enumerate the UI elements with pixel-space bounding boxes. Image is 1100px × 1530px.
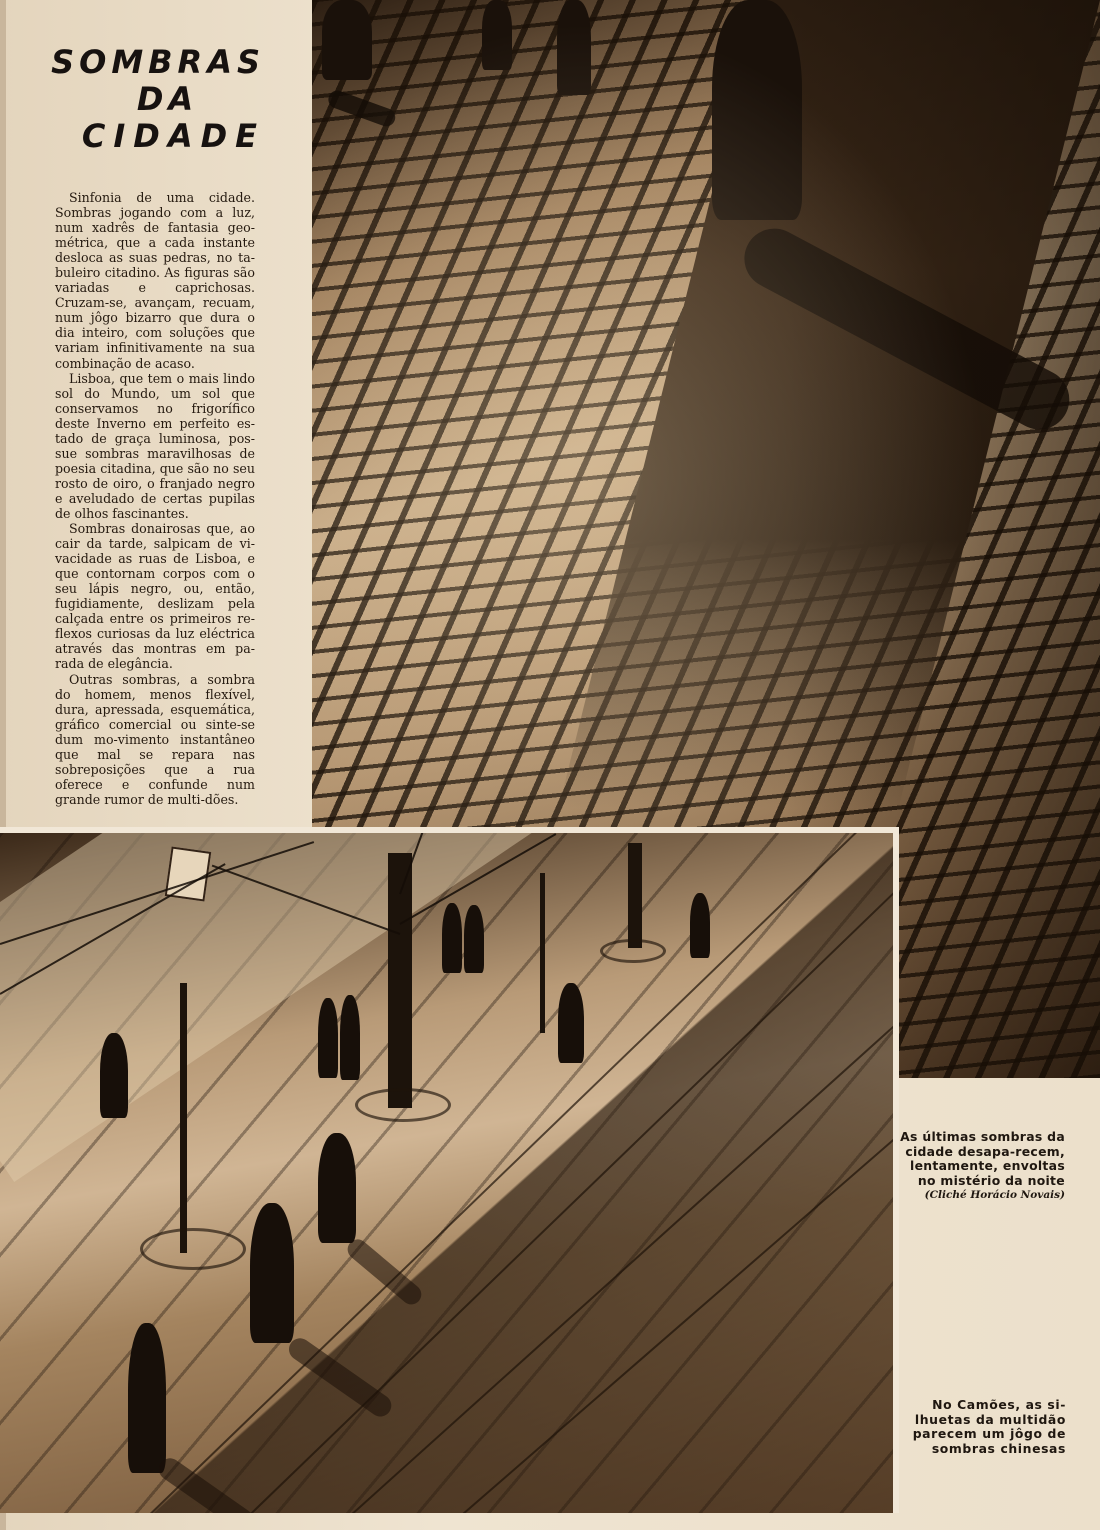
photo-pedestrian bbox=[250, 1203, 294, 1343]
article-body bbox=[55, 190, 255, 807]
paragraph: Lisboa, que tem o mais lindo sol do Mundo, um sol que conservamos no frigorífico deste Inverno em perfeito es-tado de graça luminosa, pos-sue sombras maravilhosas de poesia citadina, que são no seu rosto de oiro, o franjado negro e aveludado de certas pupilas de olhos fascinantes. bbox=[55, 370, 255, 521]
caption-text: As últimas sombras da cidade desapa-recem, lentamente, envoltas no mistério da noite bbox=[900, 1129, 1065, 1188]
photo-tree-ring bbox=[600, 939, 666, 963]
photo-pedestrian bbox=[442, 903, 462, 973]
article-title bbox=[40, 44, 265, 155]
photo-walker-silhouette bbox=[712, 0, 802, 220]
photo-walker-shadow bbox=[734, 218, 1080, 440]
photo-walker-shadow bbox=[326, 88, 398, 129]
photo-sidewalk bbox=[0, 827, 899, 1182]
photo-tram-rail bbox=[439, 844, 899, 1513]
paragraph: Sinfonia de uma cidade. Sombras jogando com a luz, num xadrês de fantasia geo-métrica, que a cada instante desloca as suas pedras, no ta-buleiro citadino. As figuras são variadas e caprichosas. Cruzam-se, avançam, recuam, num jôgo bizarro que dura o dia inteiro, com soluções que variam infinitivamente na sua combinação de acaso. bbox=[55, 190, 255, 371]
photo-pedestrian bbox=[318, 1133, 356, 1243]
photo-pedestrian bbox=[690, 893, 710, 958]
photo-pedestrian bbox=[464, 905, 484, 973]
photo-pedestrian bbox=[100, 1033, 128, 1118]
caption-top-photo bbox=[900, 1130, 1065, 1203]
paragraph: Outras sombras, a sombra do homem, menos flexível, dura, apressada, esquemática, gráfico comercial ou sinte-se dum mo-vimento instantâneo que mal se repara nas sobreposições que a rua oferece e confunde num grande rumor de multi-dões. bbox=[55, 671, 255, 807]
photo-tree-trunk bbox=[628, 843, 642, 948]
title-line-3: CIDADE bbox=[81, 117, 265, 155]
photo-tram-rail bbox=[329, 831, 899, 1513]
photo-walker-silhouette bbox=[557, 0, 591, 95]
photo-tree-trunk bbox=[540, 873, 545, 1033]
photo-credit: (Cliché Horácio Novais) bbox=[924, 1189, 1065, 1202]
paragraph: Sombras donairosas que, ao cair da tarde, salpicam de vi-vacidade as ruas de Lisboa, e que contornam corpos com o seu lápis negro, ou, então, fugidiamente, deslizam pela calçada entre os primeiros re-flexos curiosas da luz eléctrica através das montras em pa-rada de elegância. bbox=[55, 521, 255, 672]
photo-pedestrian bbox=[128, 1323, 166, 1473]
photo-pedestrian bbox=[318, 998, 338, 1078]
photo-walker-silhouette bbox=[322, 0, 372, 80]
photo-tree-ring bbox=[140, 1228, 246, 1270]
photo-pedestrian bbox=[558, 983, 584, 1063]
photo-camoes-square bbox=[0, 827, 899, 1513]
title-line-1: SOMBRAS bbox=[51, 43, 265, 81]
photo-pedestrian-shadow bbox=[155, 1454, 258, 1513]
caption-text: No Camões, as si-lhuetas da multidão parecem um jôgo de sombras chinesas bbox=[912, 1397, 1066, 1456]
photo-tree-trunk bbox=[180, 983, 187, 1253]
title-line-2: DA bbox=[136, 80, 199, 118]
photo-tree-ring bbox=[355, 1088, 451, 1122]
photo-pedestrian bbox=[340, 995, 360, 1080]
photo-pedestrian-shadow bbox=[285, 1334, 396, 1421]
caption-bottom-photo bbox=[900, 1398, 1066, 1456]
photo-pedestrian-shadow bbox=[344, 1235, 426, 1308]
photo-walker-silhouette bbox=[482, 0, 512, 70]
